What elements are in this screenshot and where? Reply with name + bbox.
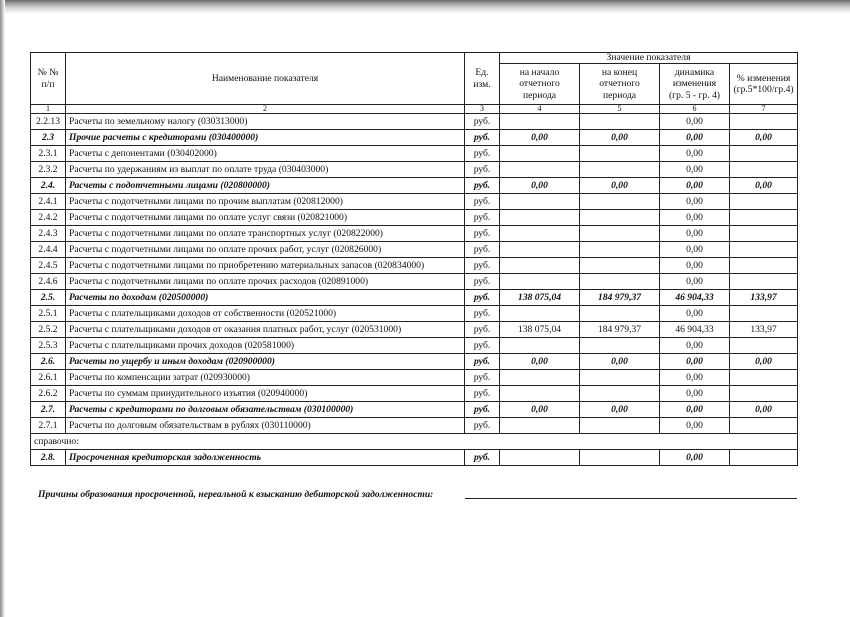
dynamics-value: 0,00: [660, 114, 730, 130]
dynamics-value: 0,00: [660, 146, 730, 162]
end-value: [580, 194, 660, 210]
indicator-name: Расчеты по ущербу и иным доходам (020900000): [66, 354, 465, 370]
indicator-name: Расчеты с подотчетными лицами по оплате прочих расходов (020891000): [66, 274, 465, 290]
table-row: [31, 418, 798, 434]
indicator-name: Расчеты по земельному налогу (030313000): [66, 114, 465, 130]
percent-value: [730, 242, 798, 258]
start-value: [500, 418, 580, 434]
end-value: [580, 370, 660, 386]
reference-row: [31, 434, 798, 450]
end-value: [580, 146, 660, 162]
table-row: [31, 306, 798, 322]
row-number: 2.7.: [31, 402, 66, 418]
percent-value: [730, 450, 798, 466]
start-value: [500, 450, 580, 466]
row-number: 2.5.: [31, 290, 66, 306]
table-row: [31, 194, 798, 210]
start-value: [500, 242, 580, 258]
row-number: 2.3.2: [31, 162, 66, 178]
start-value: [500, 274, 580, 290]
row-number: 2.4.5: [31, 258, 66, 274]
percent-value: [730, 210, 798, 226]
start-value: [500, 226, 580, 242]
start-value: [500, 194, 580, 210]
index-cell: 2: [66, 105, 465, 114]
dynamics-value: 0,00: [660, 354, 730, 370]
dynamics-value: 0,00: [660, 178, 730, 194]
indicator-name: Расчеты по удержаниям из выплат по оплате труда (030403000): [66, 162, 465, 178]
start-value: [500, 258, 580, 274]
index-cell: 7: [730, 105, 798, 114]
reference-label: справочно:: [31, 434, 798, 450]
dynamics-value: 0,00: [660, 194, 730, 210]
unit-cell: руб.: [465, 386, 500, 402]
unit-cell: руб.: [465, 114, 500, 130]
overdue-row: [31, 450, 798, 466]
table-row: [31, 130, 798, 146]
percent-value: 0,00: [730, 354, 798, 370]
unit-cell: руб.: [465, 242, 500, 258]
unit-cell: руб.: [465, 194, 500, 210]
indicator-name: Расчеты с подотчетными лицами по оплате транспортных услуг (020822000): [66, 226, 465, 242]
row-number: 2.4.6: [31, 274, 66, 290]
end-value: 184 979,37: [580, 290, 660, 306]
row-number: 2.8.: [31, 450, 66, 466]
header-name: Наименование показателя: [66, 53, 465, 105]
end-value: [580, 242, 660, 258]
table-row: [31, 114, 798, 130]
unit-cell: руб.: [465, 402, 500, 418]
dynamics-value: 0,00: [660, 370, 730, 386]
end-value: [580, 210, 660, 226]
indicator-name: Расчеты с подотчетными лицами по приобретению материальных запасов (020834000): [66, 258, 465, 274]
unit-cell: руб.: [465, 226, 500, 242]
unit-cell: руб.: [465, 306, 500, 322]
table-row: [31, 370, 798, 386]
start-value: [500, 210, 580, 226]
scan-edge-top: [0, 0, 850, 14]
start-value: 0,00: [500, 402, 580, 418]
unit-cell: руб.: [465, 258, 500, 274]
percent-value: [730, 146, 798, 162]
dynamics-value: 0,00: [660, 450, 730, 466]
row-number: 2.4.2: [31, 210, 66, 226]
table-row: [31, 146, 798, 162]
header-end: на конец отчетного периода: [580, 64, 660, 105]
start-value: [500, 338, 580, 354]
table-row: [31, 354, 798, 370]
dynamics-value: 46 904,33: [660, 322, 730, 338]
row-number: 2.5.1: [31, 306, 66, 322]
table-row: [31, 226, 798, 242]
indicator-name: Расчеты по суммам принудительного изъятия (020940000): [66, 386, 465, 402]
percent-value: [730, 386, 798, 402]
row-number: 2.6.2: [31, 386, 66, 402]
start-value: 0,00: [500, 178, 580, 194]
percent-value: [730, 162, 798, 178]
row-number: 2.6.1: [31, 370, 66, 386]
end-value: [580, 226, 660, 242]
header-value-group: Значение показателя: [500, 53, 798, 64]
percent-value: [730, 418, 798, 434]
end-value: 0,00: [580, 354, 660, 370]
unit-cell: руб.: [465, 290, 500, 306]
table-row: [31, 210, 798, 226]
indicator-name: Прочие расчеты с кредиторами (030400000): [66, 130, 465, 146]
row-number: 2.7.1: [31, 418, 66, 434]
start-value: 138 075,04: [500, 322, 580, 338]
indicator-name: Расчеты с подотчетными лицами по оплате услуг связи (020821000): [66, 210, 465, 226]
percent-value: 0,00: [730, 178, 798, 194]
indicator-name: Просроченная кредиторская задолженность: [66, 450, 465, 466]
percent-value: 0,00: [730, 402, 798, 418]
percent-value: [730, 194, 798, 210]
table-row: [31, 402, 798, 418]
dynamics-value: 46 904,33: [660, 290, 730, 306]
start-value: 0,00: [500, 354, 580, 370]
dynamics-value: 0,00: [660, 386, 730, 402]
header-percent: % изменения (гр.5*100/гр.4): [730, 64, 798, 105]
table-row: [31, 386, 798, 402]
row-number: 2.2.13: [31, 114, 66, 130]
footer-note: Причины образования просроченной, нереальной к взысканию дебиторской задолженности:: [38, 489, 434, 500]
row-number: 2.5.2: [31, 322, 66, 338]
table-row: [31, 338, 798, 354]
table-row: [31, 162, 798, 178]
percent-value: [730, 258, 798, 274]
indicator-name: Расчеты по компенсации затрат (020930000): [66, 370, 465, 386]
dynamics-value: 0,00: [660, 130, 730, 146]
dynamics-value: 0,00: [660, 210, 730, 226]
end-value: 0,00: [580, 178, 660, 194]
table-row: [31, 242, 798, 258]
dynamics-value: 0,00: [660, 418, 730, 434]
unit-cell: руб.: [465, 146, 500, 162]
report-table-body: [31, 53, 798, 466]
start-value: [500, 146, 580, 162]
dynamics-value: 0,00: [660, 258, 730, 274]
indicator-name: Расчеты с подотчетными лицами по прочим выплатам (020812000): [66, 194, 465, 210]
index-cell: 1: [31, 105, 66, 114]
row-number: 2.4.4: [31, 242, 66, 258]
dynamics-value: 0,00: [660, 226, 730, 242]
start-value: [500, 306, 580, 322]
index-cell: 6: [660, 105, 730, 114]
start-value: 0,00: [500, 130, 580, 146]
dynamics-value: 0,00: [660, 402, 730, 418]
start-value: [500, 386, 580, 402]
indicator-name: Расчеты с плательщиками доходов от оказания платных работ, услуг (020531000): [66, 322, 465, 338]
percent-value: [730, 274, 798, 290]
table-row: [31, 274, 798, 290]
end-value: [580, 162, 660, 178]
row-number: 2.6.: [31, 354, 66, 370]
dynamics-value: 0,00: [660, 242, 730, 258]
end-value: [580, 114, 660, 130]
table-row: [31, 322, 798, 338]
unit-cell: руб.: [465, 354, 500, 370]
index-cell: 5: [580, 105, 660, 114]
percent-value: [730, 370, 798, 386]
percent-value: 0,00: [730, 130, 798, 146]
indicator-name: Расчеты с плательщиками прочих доходов (020581000): [66, 338, 465, 354]
row-number: 2.3.1: [31, 146, 66, 162]
end-value: [580, 450, 660, 466]
table-row: [31, 258, 798, 274]
end-value: [580, 386, 660, 402]
indicator-name: Расчеты с кредиторами по долговым обязательствам (030100000): [66, 402, 465, 418]
indicator-name: Расчеты по долговым обязательствам в рублях (030110000): [66, 418, 465, 434]
percent-value: 133,97: [730, 290, 798, 306]
header-unit: Ед. изм.: [465, 53, 500, 105]
end-value: 0,00: [580, 130, 660, 146]
dynamics-value: 0,00: [660, 306, 730, 322]
end-value: [580, 418, 660, 434]
dynamics-value: 0,00: [660, 338, 730, 354]
end-value: [580, 258, 660, 274]
row-number: 2.4.1: [31, 194, 66, 210]
unit-cell: руб.: [465, 370, 500, 386]
unit-cell: руб.: [465, 130, 500, 146]
dynamics-value: 0,00: [660, 274, 730, 290]
header-num: № № п/п: [31, 53, 66, 105]
header-row-1: [31, 53, 798, 64]
table-row: [31, 178, 798, 194]
report-table: [30, 52, 798, 466]
start-value: [500, 162, 580, 178]
end-value: [580, 338, 660, 354]
end-value: [580, 274, 660, 290]
unit-cell: руб.: [465, 322, 500, 338]
unit-cell: руб.: [465, 418, 500, 434]
scan-edge-left: [0, 0, 5, 617]
row-number: 2.5.3: [31, 338, 66, 354]
row-number: 2.4.: [31, 178, 66, 194]
indicator-name: Расчеты с подотчетными лицами (020800000): [66, 178, 465, 194]
header-start: на начало отчетного периода: [500, 64, 580, 105]
unit-cell: руб.: [465, 274, 500, 290]
percent-value: [730, 226, 798, 242]
start-value: 138 075,04: [500, 290, 580, 306]
table-row: [31, 290, 798, 306]
indicator-name: Расчеты с плательщиками доходов от собственности (020521000): [66, 306, 465, 322]
unit-cell: руб.: [465, 450, 500, 466]
unit-cell: руб.: [465, 210, 500, 226]
percent-value: [730, 306, 798, 322]
index-cell: 4: [500, 105, 580, 114]
row-number: 2.4.3: [31, 226, 66, 242]
row-number: 2.3: [31, 130, 66, 146]
unit-cell: руб.: [465, 178, 500, 194]
indicator-name: Расчеты с депонентами (030402000): [66, 146, 465, 162]
start-value: [500, 370, 580, 386]
percent-value: [730, 114, 798, 130]
end-value: 0,00: [580, 402, 660, 418]
indicator-name: Расчеты с подотчетными лицами по оплате прочих работ, услуг (020826000): [66, 242, 465, 258]
index-row: [31, 105, 798, 114]
percent-value: 133,97: [730, 322, 798, 338]
dynamics-value: 0,00: [660, 162, 730, 178]
indicator-name: Расчеты по доходам (020500000): [66, 290, 465, 306]
unit-cell: руб.: [465, 338, 500, 354]
unit-cell: руб.: [465, 162, 500, 178]
header-dynamics: динамика изменения (гр. 5 - гр. 4): [660, 64, 730, 105]
footer-blank-line: [465, 498, 797, 499]
end-value: [580, 306, 660, 322]
index-cell: 3: [465, 105, 500, 114]
end-value: 184 979,37: [580, 322, 660, 338]
start-value: [500, 114, 580, 130]
percent-value: [730, 338, 798, 354]
